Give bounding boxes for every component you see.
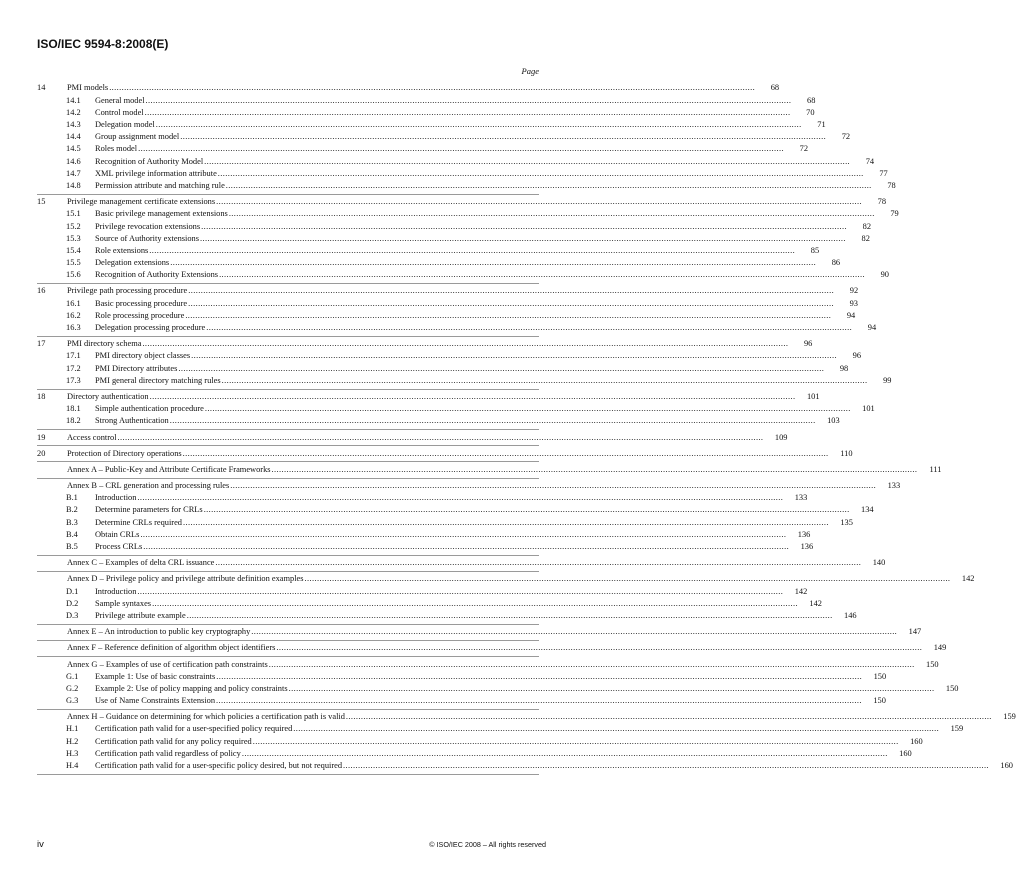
toc-entry-page: 150 (873, 696, 886, 706)
toc-leader-dots (343, 760, 989, 772)
toc-subentry[interactable] (37, 403, 875, 415)
toc-entry-page: 133 (887, 481, 901, 491)
toc-entry-title: Protection of Directory operations (67, 448, 182, 458)
toc-entry-title: Privilege revocation extensions (95, 221, 201, 231)
toc-entry-page: 135 (840, 517, 853, 527)
toc-entry-title: Introduction (95, 493, 137, 503)
toc-subentry[interactable] (37, 598, 822, 610)
toc-leader-dots (191, 350, 837, 362)
toc-leader-dots (216, 671, 862, 683)
toc-leader-dots (269, 659, 915, 671)
toc-entry[interactable] (37, 83, 780, 95)
toc-leader-dots (218, 168, 864, 180)
toc-entry-title: Annex A – Public-Key and Attribute Certificate Frameworks (67, 464, 271, 474)
toc-entry-page: 159 (1003, 712, 1016, 722)
toc-entry-page: 103 (827, 416, 840, 426)
toc-entry-title: Recognition of Authority Model (95, 156, 204, 166)
toc-entry-page: 150 (873, 671, 887, 681)
toc-entry-number: G.3 (66, 696, 79, 706)
toc-entry-page: 142 (809, 598, 822, 608)
toc-subentry[interactable] (37, 586, 808, 598)
toc-subentry[interactable] (37, 683, 959, 695)
document-id: ISO/IEC 9594-8:2008(E) (37, 37, 169, 51)
toc-section (37, 657, 959, 710)
toc-entry-title: Annex G – Examples of use of certification path constraints (67, 659, 268, 669)
toc-leader-dots (222, 375, 868, 387)
toc-entry-number: 17 (37, 339, 46, 349)
toc-entry-number: D.2 (66, 598, 79, 608)
toc-entry-page: 149 (933, 643, 947, 653)
toc-entry-page: 159 (950, 724, 964, 734)
toc-leader-dots (272, 464, 918, 476)
toc-subentry[interactable] (37, 695, 886, 707)
toc-entry-title: General model (95, 95, 145, 105)
toc-leader-dots (216, 695, 862, 707)
toc-section (37, 479, 901, 556)
toc-entry-title: Source of Authority extensions (95, 233, 199, 243)
toc-entry-number: 14 (37, 83, 46, 93)
toc-entry-title: Example 2: Use of policy mapping and policy constraints (95, 683, 288, 693)
toc-entry-number: 14.8 (66, 180, 81, 190)
toc-entry-page: 78 (877, 197, 887, 207)
toc-subentry[interactable] (37, 233, 870, 245)
toc-entry-title: Privilege management certificate extensions (67, 197, 216, 207)
toc-leader-dots (204, 504, 850, 516)
toc-entry-page: 134 (861, 505, 874, 515)
toc-entry-title: Annex B – CRL generation and processing rules (67, 481, 230, 491)
toc-entry-title: Annex F – Reference definition of algorithm object identifiers (67, 643, 276, 653)
toc-entry-title: Certification path valid for any policy required (95, 736, 252, 746)
toc-leader-dots (185, 310, 831, 322)
toc-entry-page: 136 (797, 529, 811, 539)
toc-entry-number: 16.3 (66, 323, 81, 333)
toc-subentry[interactable] (37, 505, 874, 517)
toc-section (37, 81, 896, 195)
toc-subentry[interactable] (37, 363, 849, 375)
toc-leader-dots (216, 196, 862, 208)
toc-leader-dots (142, 338, 788, 350)
toc-entry-number: 14.3 (66, 120, 81, 130)
toc-entry-number: 18.1 (66, 404, 81, 414)
toc-leader-dots (146, 95, 792, 107)
toc-subentry[interactable] (37, 143, 808, 155)
toc-section (37, 462, 942, 478)
toc-subentry[interactable] (37, 375, 892, 387)
toc-leader-dots (215, 557, 861, 569)
toc-entry-page: 94 (846, 310, 856, 320)
toc-subentry[interactable] (37, 107, 815, 119)
toc-entry-number: G.1 (66, 671, 79, 681)
toc-subentry[interactable] (37, 748, 912, 760)
toc-entry[interactable] (37, 432, 788, 444)
toc-entry-page: 93 (849, 298, 858, 308)
toc-entry-page: 74 (865, 156, 875, 166)
toc-leader-dots (180, 131, 826, 143)
toc-entry-number: B.3 (66, 517, 78, 527)
toc-entry-number: 14.4 (66, 132, 81, 142)
toc-entry-title: Delegation extensions (95, 258, 170, 268)
toc-entry-page: 99 (883, 375, 892, 385)
toc-entry-page: 96 (803, 339, 813, 349)
toc-entry[interactable] (37, 286, 859, 298)
toc-subentry[interactable] (37, 760, 1013, 772)
toc-entry-number: 18.2 (66, 416, 81, 426)
toc-entry-page: 85 (810, 245, 820, 255)
toc-entry-page: 79 (890, 209, 899, 219)
toc-entry-number: B.2 (66, 505, 78, 515)
toc-subentry[interactable] (37, 168, 888, 180)
toc-entry-number: B.5 (66, 542, 78, 552)
toc-leader-dots (346, 711, 992, 723)
toc-subentry[interactable] (37, 610, 857, 622)
toc-leader-dots (150, 391, 796, 403)
toc-entry-page: 70 (806, 107, 815, 117)
toc-entry-title: Privilege attribute example (95, 610, 186, 620)
toc-entry-title: Certification path valid for a user-specific policy desired, but not required (95, 761, 343, 771)
toc-entry-number: H.2 (66, 736, 79, 746)
toc-entry-title: Basic privilege management extensions (95, 209, 228, 219)
toc-entry-title: Delegation processing procedure (95, 323, 206, 333)
toc-leader-dots (229, 208, 875, 220)
toc-entry-page: 150 (926, 659, 939, 669)
toc-subentry[interactable] (37, 517, 853, 529)
toc-entry-number: 17.2 (66, 363, 81, 373)
toc-entry[interactable] (37, 659, 939, 671)
toc-entry-title: Basic processing procedure (95, 298, 188, 308)
toc-entry-number: 16 (37, 286, 46, 296)
toc-entry-page: 72 (799, 144, 808, 154)
toc-leader-dots (242, 748, 888, 760)
toc-subentry[interactable] (37, 95, 816, 107)
toc-leader-dots (109, 82, 755, 94)
toc-leader-dots (170, 257, 816, 269)
toc-entry-title: Directory authentication (67, 391, 149, 401)
toc-entry-title: Determine parameters for CRLs (95, 505, 203, 515)
toc-leader-dots (140, 529, 786, 541)
toc-entry-page: 111 (929, 464, 942, 474)
toc-leader-dots (293, 723, 939, 735)
toc-entry-page: 86 (831, 258, 841, 268)
toc-entry-page: 110 (840, 448, 853, 458)
toc-subentry[interactable] (37, 208, 899, 220)
toc-entry-number: H.1 (66, 724, 79, 734)
toc-entry-title: PMI directory object classes (95, 351, 191, 361)
toc-leader-dots (170, 415, 816, 427)
toc-entry-title: Role extensions (95, 245, 149, 255)
toc-entry-title: PMI models (67, 83, 109, 93)
toc-entry-title: Privilege path processing procedure (67, 286, 188, 296)
toc-entry-title: Certification path valid for a user-specified policy required (95, 724, 293, 734)
toc-leader-dots (137, 586, 783, 598)
toc-entry-number: 18 (37, 391, 46, 401)
toc-section (37, 625, 922, 641)
toc-entry-number: 17.1 (66, 351, 81, 361)
toc-section (37, 556, 886, 572)
toc-entry-title: Recognition of Authority Extensions (95, 270, 219, 280)
toc-entry-number: G.2 (66, 683, 79, 693)
toc-leader-dots (205, 403, 851, 415)
toc-section (37, 446, 853, 462)
toc-entry-title: Obtain CRLs (95, 529, 140, 539)
toc-leader-dots (149, 245, 795, 257)
toc-leader-dots (219, 269, 865, 281)
toc-entry[interactable] (37, 573, 975, 585)
toc-entry-page: 109 (774, 432, 788, 442)
toc-entry-page: 146 (844, 610, 857, 620)
toc-entry-title: Sample syntaxes (95, 598, 152, 608)
toc-entry-page: 142 (794, 586, 808, 596)
toc-entry-title: Permission attribute and matching rule (95, 180, 225, 190)
toc-entry-number: 16.1 (66, 298, 81, 308)
toc-subentry[interactable] (37, 156, 875, 168)
toc-entry-page: 136 (800, 542, 814, 552)
toc-entry-page: 94 (867, 323, 877, 333)
toc-subentry[interactable] (37, 322, 877, 334)
toc-entry-page: 78 (887, 180, 896, 190)
toc-entry-title: Annex H – Guidance on determining for which policies a certification path is valid (67, 712, 345, 722)
toc-entry[interactable] (37, 557, 886, 569)
toc-entry-title: Determine CRLs required (95, 517, 182, 527)
toc-entry[interactable] (37, 480, 901, 492)
toc-entry-title: Roles model (95, 144, 138, 154)
toc-entry-number: 15 (37, 197, 46, 207)
toc-leader-dots (183, 517, 829, 529)
toc-subentry[interactable] (37, 119, 826, 131)
toc-subentry[interactable] (37, 724, 964, 736)
toc-entry-title: Annex D – Privilege policy and privilege attribute definition examples (67, 574, 304, 584)
toc-entry-title: Annex E – An introduction to public key cryptography (67, 627, 251, 637)
toc-subentry[interactable] (37, 541, 814, 553)
toc-section (37, 284, 877, 337)
toc-entry-title: Role processing procedure (95, 310, 185, 320)
footer-copyright: © ISO/IEC 2008 – All rights reserved (429, 840, 546, 849)
toc-leader-dots (204, 156, 850, 168)
toc-entry-title: Strong Authentication (95, 416, 169, 426)
toc-entry-number: 16.2 (66, 310, 81, 320)
toc-entry-title: Annex C – Examples of delta CRL issuance (67, 558, 215, 568)
toc-entry-title: Control model (95, 107, 144, 117)
toc-entry-title: PMI directory schema (67, 339, 142, 349)
toc-section (37, 195, 899, 284)
toc-leader-dots (289, 683, 935, 695)
toc-entry-title: Simple authentication procedure (95, 404, 204, 414)
toc-leader-dots (137, 492, 783, 504)
toc-subentry[interactable] (37, 131, 851, 143)
toc-entry-number: 14.6 (66, 156, 81, 166)
toc-leader-dots (305, 573, 951, 585)
toc-entry-page: 68 (770, 83, 780, 93)
toc-entry-page: 77 (879, 168, 888, 178)
toc-entry-title: Process CRLs (95, 542, 143, 552)
toc-entry-number: 20 (37, 448, 46, 458)
toc-entry-title: Introduction (95, 586, 137, 596)
toc-entry-number: 14.7 (66, 168, 81, 178)
toc-entry-title: Certification path valid regardless of policy (95, 748, 241, 758)
toc-section (37, 337, 892, 390)
toc-leader-dots (145, 107, 791, 119)
toc-entry-page: 160 (899, 748, 912, 758)
toc-entry-title: Access control (67, 432, 117, 442)
toc-leader-dots (138, 143, 784, 155)
toc-entry-page: 82 (861, 233, 870, 243)
toc-section (37, 430, 788, 446)
toc-entry-page: 160 (1000, 761, 1013, 771)
toc-leader-dots (188, 285, 834, 297)
toc-entry-page: 92 (849, 286, 859, 296)
toc-entry-title: Use of Name Constraints Extension (95, 696, 216, 706)
toc-subentry[interactable] (37, 671, 887, 683)
toc-entry-title: Group assignment model (95, 132, 180, 142)
toc-leader-dots (118, 432, 764, 444)
toc-entry-page: 98 (839, 363, 849, 373)
toc-entry-title: Example 1: Use of basic constraints (95, 671, 216, 681)
toc-subentry[interactable] (37, 492, 808, 504)
toc-entry-page: 72 (841, 132, 851, 142)
toc-subentry[interactable] (37, 245, 820, 257)
toc-entry-number: 15.4 (66, 245, 81, 255)
toc-subentry[interactable] (37, 269, 889, 281)
footer-page-number: iv (37, 839, 44, 850)
toc-subentry[interactable] (37, 221, 872, 233)
toc-entry-number: 15.2 (66, 221, 81, 231)
toc-subentry[interactable] (37, 415, 840, 427)
toc-section (37, 572, 975, 625)
toc-entry-number: H.3 (66, 748, 79, 758)
toc-entry-number: D.3 (66, 610, 79, 620)
toc-leader-dots (276, 642, 922, 654)
toc-subentry[interactable] (37, 257, 841, 269)
toc-subentry[interactable] (37, 298, 858, 310)
toc-entry[interactable] (37, 642, 947, 654)
toc-entry-page: 133 (794, 493, 808, 503)
toc-leader-dots (200, 233, 846, 245)
toc-section (37, 390, 875, 431)
toc-entry-number: 15.6 (66, 270, 81, 280)
toc-entry[interactable] (37, 338, 813, 350)
table-of-contents (37, 81, 1016, 775)
toc-entry-page: 68 (807, 95, 816, 105)
toc-entry[interactable] (37, 711, 1016, 723)
toc-section (37, 641, 947, 657)
toc-entry[interactable] (37, 448, 853, 460)
toc-subentry[interactable] (37, 736, 923, 748)
toc-subentry[interactable] (37, 529, 811, 541)
toc-entry[interactable] (37, 391, 820, 403)
toc-entry-number: 19 (37, 432, 46, 442)
toc-entry-title: PMI Directory attributes (95, 363, 178, 373)
toc-entry-page: 147 (908, 627, 922, 637)
toc-leader-dots (201, 221, 847, 233)
toc-entry-page: 101 (862, 404, 875, 414)
toc-entry-number: 15.3 (66, 233, 81, 243)
toc-leader-dots (226, 180, 872, 192)
toc-entry-number: D.1 (66, 586, 79, 596)
toc-entry-page: 140 (872, 558, 886, 568)
toc-entry[interactable] (37, 464, 942, 476)
toc-entry-page: 90 (880, 270, 889, 280)
toc-leader-dots (143, 541, 789, 553)
toc-entry-number: 17.3 (66, 375, 81, 385)
toc-entry-page: 142 (961, 574, 975, 584)
toc-leader-dots (206, 322, 852, 334)
toc-entry-page: 96 (852, 351, 862, 361)
toc-entry-page: 101 (806, 391, 820, 401)
toc-entry-number: H.4 (66, 761, 79, 771)
toc-entry-number: B.1 (66, 493, 78, 503)
toc-entry-title: PMI general directory matching rules (95, 375, 221, 385)
toc-leader-dots (230, 480, 876, 492)
toc-entry-number: 15.1 (66, 209, 81, 219)
toc-section (37, 710, 1016, 775)
toc-entry-number: 14.5 (66, 144, 81, 154)
toc-leader-dots (253, 736, 899, 748)
toc-entry-page: 82 (862, 221, 872, 231)
page-column-label: Page (521, 66, 539, 76)
toc-entry-number: 14.2 (66, 107, 81, 117)
toc-leader-dots (188, 298, 834, 310)
toc-leader-dots (183, 448, 829, 460)
toc-leader-dots (251, 626, 897, 638)
toc-entry[interactable] (37, 196, 887, 208)
toc-subentry[interactable] (37, 310, 856, 322)
toc-entry[interactable] (37, 626, 922, 638)
toc-leader-dots (156, 119, 802, 131)
toc-entry-page: 160 (910, 736, 923, 746)
toc-entry-number: 14.1 (66, 95, 81, 105)
toc-subentry[interactable] (37, 180, 896, 192)
toc-leader-dots (178, 363, 824, 375)
toc-leader-dots (187, 610, 833, 622)
toc-entry-page: 71 (817, 120, 826, 130)
toc-subentry[interactable] (37, 350, 862, 362)
toc-entry-number: B.4 (66, 529, 78, 539)
toc-entry-page: 150 (945, 683, 959, 693)
toc-entry-title: Delegation model (95, 120, 155, 130)
toc-entry-title: XML privilege information attribute (95, 168, 217, 178)
toc-entry-number: 15.5 (66, 258, 81, 268)
toc-leader-dots (152, 598, 798, 610)
